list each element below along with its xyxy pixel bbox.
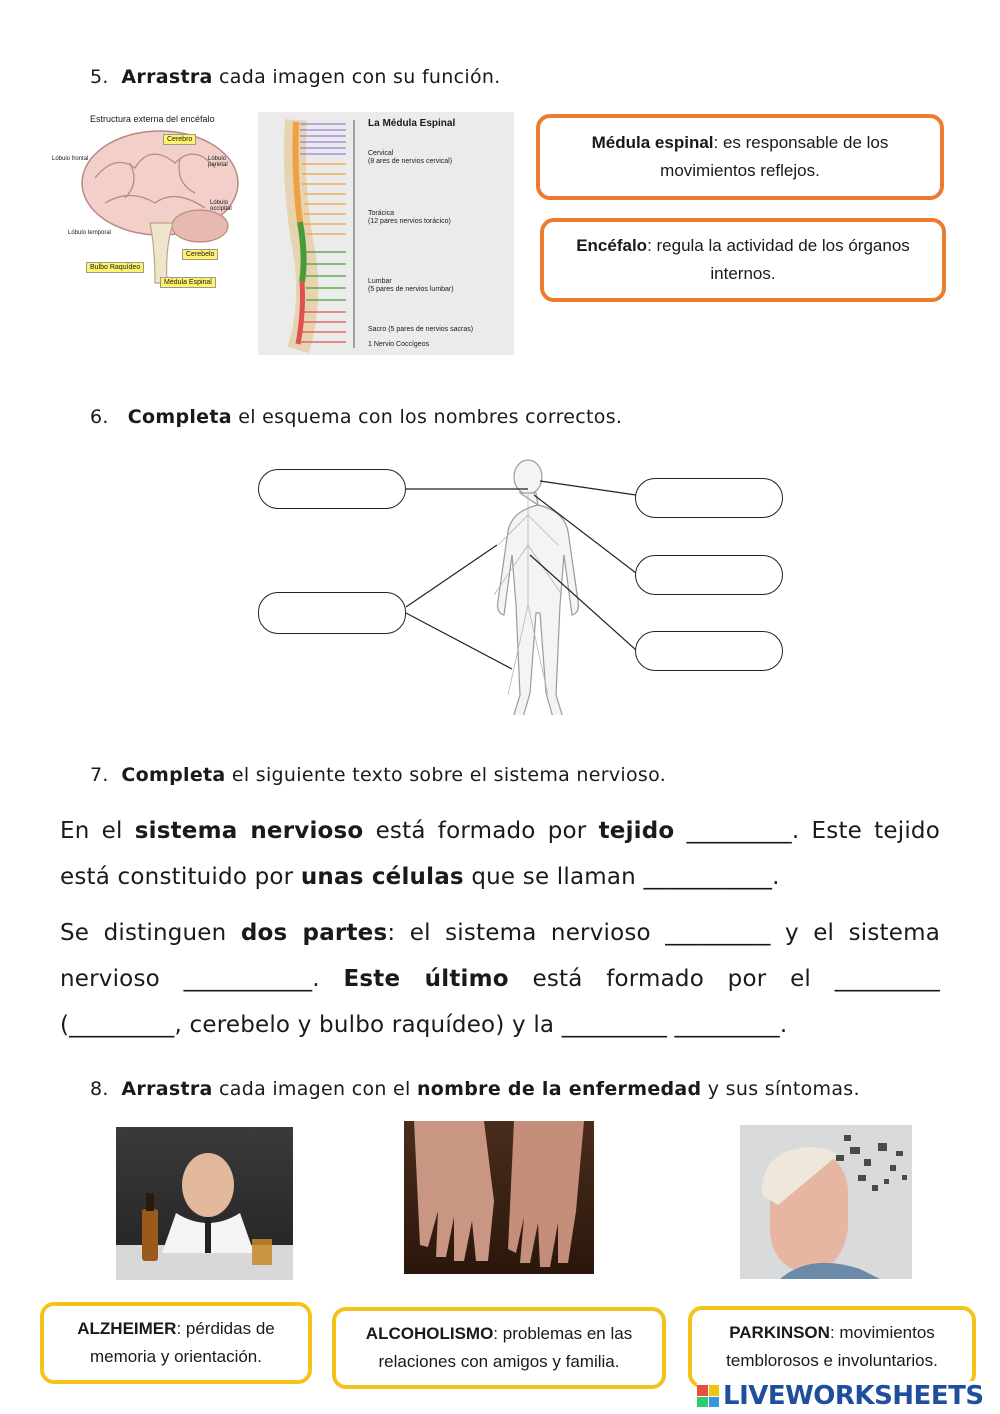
q8-heading: 8. Arrastra cada imagen con el nombre de la enfermedad y sus síntomas. (90, 1078, 860, 1100)
card-parkinson[interactable]: PARKINSON: movimientos temblorosos e involuntarios. (688, 1306, 976, 1388)
q7-heading: 7. Completa el siguiente texto sobre el sistema nervioso. (90, 764, 667, 786)
label-cerebelo: Cerebelo (182, 249, 218, 260)
photo-parkinson-illustration (404, 1121, 594, 1274)
spine-coccigeo: 1 Nervio Coccígeos (368, 341, 430, 348)
label-lobulo-parietal: Lóbulo parietal (208, 156, 228, 168)
photo-alcoholism[interactable] (116, 1127, 293, 1280)
blank-box-1[interactable] (258, 469, 406, 509)
spine-title: La Médula Espinal (368, 118, 456, 129)
photo-alzheimer-illustration (740, 1125, 912, 1279)
spine-lumbar-sub: (5 pares de nervios lumbar) (368, 286, 454, 293)
brand-badge (697, 1385, 719, 1407)
spine-image[interactable] (258, 112, 514, 355)
spine-toracica-sub: (12 pares nervios torácico) (368, 218, 451, 225)
spine-cervical: Cervical (368, 150, 394, 157)
spine-lumbar: Lumbar (368, 278, 392, 285)
spine-illustration (258, 112, 514, 355)
label-cerebro: Cerebro (163, 134, 196, 145)
photo-alzheimer[interactable] (740, 1125, 912, 1279)
label-lobulo-occipital: Lóbulo occipital (210, 200, 232, 212)
photo-alcoholism-illustration (116, 1127, 293, 1280)
brain-image[interactable] (50, 108, 240, 298)
spine-cervical-sub: (8 ares de nervios cervical) (368, 158, 453, 165)
brain-title: Estructura externa del encéfalo (90, 114, 215, 124)
blank-box-4[interactable] (258, 592, 406, 634)
card-medula-espinal[interactable]: Médula espinal: es responsable de los movimientos reflejos. (536, 114, 944, 200)
brand-name: LIVEWORKSHEETS (723, 1381, 984, 1411)
card-alzheimer[interactable]: ALZHEIMER: pérdidas de memoria y orientación. (40, 1302, 312, 1384)
label-lobulo-frontal: Lóbulo frontal (52, 156, 89, 162)
blank-box-5[interactable] (635, 631, 783, 671)
q5-heading: 5. Arrastra cada imagen con su función. (90, 66, 501, 88)
label-medula-espinal: Médula Espinal (160, 277, 216, 288)
q7-paragraph-1: En el sistema nervioso está formado por tejido _________. Este tejido está constituido por unas células que se llaman ___________. (60, 818, 940, 890)
label-bulbo-raquideo: Bulbo Raquídeo (86, 262, 144, 273)
spine-toracica: Torácica (368, 210, 395, 217)
card-alcoholismo[interactable]: ALCOHOLISMO: problemas en las relaciones con amigos y familia. (332, 1307, 666, 1389)
spine-sacro: Sacro (5 pares de nervios sacras) (368, 326, 474, 333)
blank-box-3[interactable] (635, 555, 783, 595)
q6-heading: 6. Completa el esquema con los nombres correctos. (90, 406, 623, 428)
card-encefalo[interactable]: Encéfalo: regula la actividad de los órganos internos. (540, 218, 946, 302)
brand-logo (697, 1381, 997, 1411)
blank-box-2[interactable] (635, 478, 783, 518)
q7-paragraph-2: Se distinguen dos partes: el sistema nervioso _________ y el sistema nervioso ___________. Este último está formado por el _________ (_________, cerebelo y bulbo raquídeo) y la _________ _________. (60, 920, 940, 1038)
photo-parkinson[interactable] (404, 1121, 594, 1274)
label-lobulo-temporal: Lóbulo temporal (68, 230, 112, 236)
